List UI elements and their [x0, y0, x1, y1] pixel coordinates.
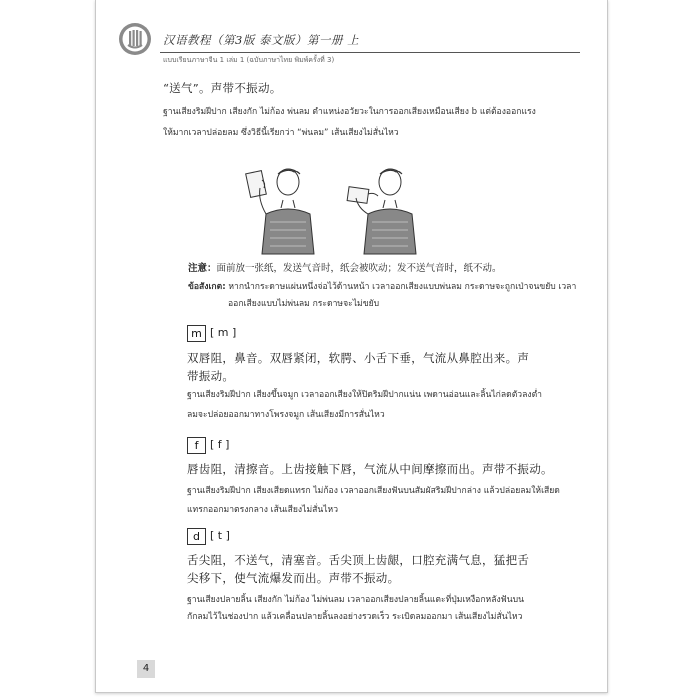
intro-cn: “送气”。声带不振动。: [163, 81, 282, 95]
note-th-line-1: หากนำกระดาษแผ่นหนึ่งจ่อไว้ด้านหน้า เวลาออกเสียงแบบพ่นลม กระดาษจะถูกเป่าจนขยับ เวลา: [228, 282, 577, 292]
ipa-f: [ f ]: [210, 438, 230, 451]
d-cn-line-2: 尖移下，使气流爆发而出。声带不振动。: [187, 571, 400, 585]
m-cn-line-1: 双唇阻，鼻音。双唇紧闭，软腭、小舌下垂，气流从鼻腔出来。声: [187, 351, 530, 365]
note-th-label: ข้อสังเกต:: [188, 282, 226, 292]
letter-d-box: d: [187, 528, 206, 545]
intro-th-line-2: ให้มากเวลาปล่อยลม ซึ่งวิธีนี้เรียกว่า “พ่นลม” เส้นเสียงไม่สั่นไหว: [163, 128, 399, 138]
header-title: 汉语教程（第3版 泰文版）第一册 上: [163, 33, 360, 47]
letter-m-box: m: [187, 325, 206, 342]
m-cn-line-2: 带振动。: [187, 369, 235, 383]
book-logo-icon: [118, 22, 152, 56]
letter-f-box: f: [187, 437, 206, 454]
header-subtitle: แบบเรียนภาษาจีน 1 เล่ม 1 (ฉบับภาษาไทย พิมพ์ครั้งที่ 3): [163, 56, 335, 64]
d-th-line-1: ฐานเสียงปลายลิ้น เสียงกัก ไม่ก้อง ไม่พ่นลม เวลาออกเสียงปลายลิ้นแตะที่ปุ่มเหงือกหลังฟันบน: [187, 595, 524, 605]
f-cn-line-1: 唇齿阻，清擦音。上齿接触下唇，气流从中间摩擦而出。声带不振动。: [187, 462, 553, 476]
f-th-line-1: ฐานเสียงริมฝีปาก เสียงเสียดแทรก ไม่ก้อง เวลาออกเสียงฟันบนสัมผัสริมฝีปากล่าง แล้วปล่อยลมให้เสียด: [187, 486, 560, 496]
f-th-line-2: แทรกออกมาตรงกลาง เส้นเสียงไม่สั่นไหว: [187, 505, 339, 515]
note-cn-label: 注意：: [188, 263, 217, 274]
page-number: 4: [137, 660, 155, 678]
d-cn-line-1: 舌尖阻，不送气，清塞音。舌尖顶上齿龈，口腔充满气息，猛把舌: [187, 553, 530, 567]
note-th: [188, 279, 576, 293]
header-divider: [160, 52, 580, 53]
note-th-line-2: ออกเสียงแบบไม่พ่นลม กระดาษจะไม่ขยับ: [228, 299, 380, 309]
m-th-line-1: ฐานเสียงริมฝีปาก เสียงขึ้นจมูก เวลาออกเสียงให้ปิดริมฝีปากแน่น เพดานอ่อนและลิ้นไก่ลดตัวลงต่ำ: [187, 390, 542, 400]
d-th-line-2: กักลมไว้ในช่องปาก แล้วเคลื่อนปลายลิ้นลงอย่างรวดเร็ว ระเบิดลมออกมา เส้นเสียงไม่สั่นไหว: [187, 612, 523, 622]
note-cn-text: 面前放一张纸，发送气音时，纸会被吹动；发不送气音时，纸不动。: [216, 263, 502, 274]
ipa-d: [ t ]: [210, 529, 230, 542]
aspiration-illustration: [240, 160, 440, 255]
note-cn: [188, 260, 502, 274]
intro-th-line-1: ฐานเสียงริมฝีปาก เสียงกัก ไม่ก้อง พ่นลม ตำแหน่งอวัยวะในการออกเสียงเหมือนเสียง b แต่ต้องออกแรง: [163, 107, 536, 117]
m-th-line-2: ลมจะปล่อยออกมาทางโพรงจมูก เส้นเสียงมีการสั่นไหว: [187, 410, 385, 420]
ipa-m: [ m ]: [210, 326, 237, 339]
left-figure-icon: [246, 169, 314, 254]
right-figure-icon: [347, 169, 416, 254]
